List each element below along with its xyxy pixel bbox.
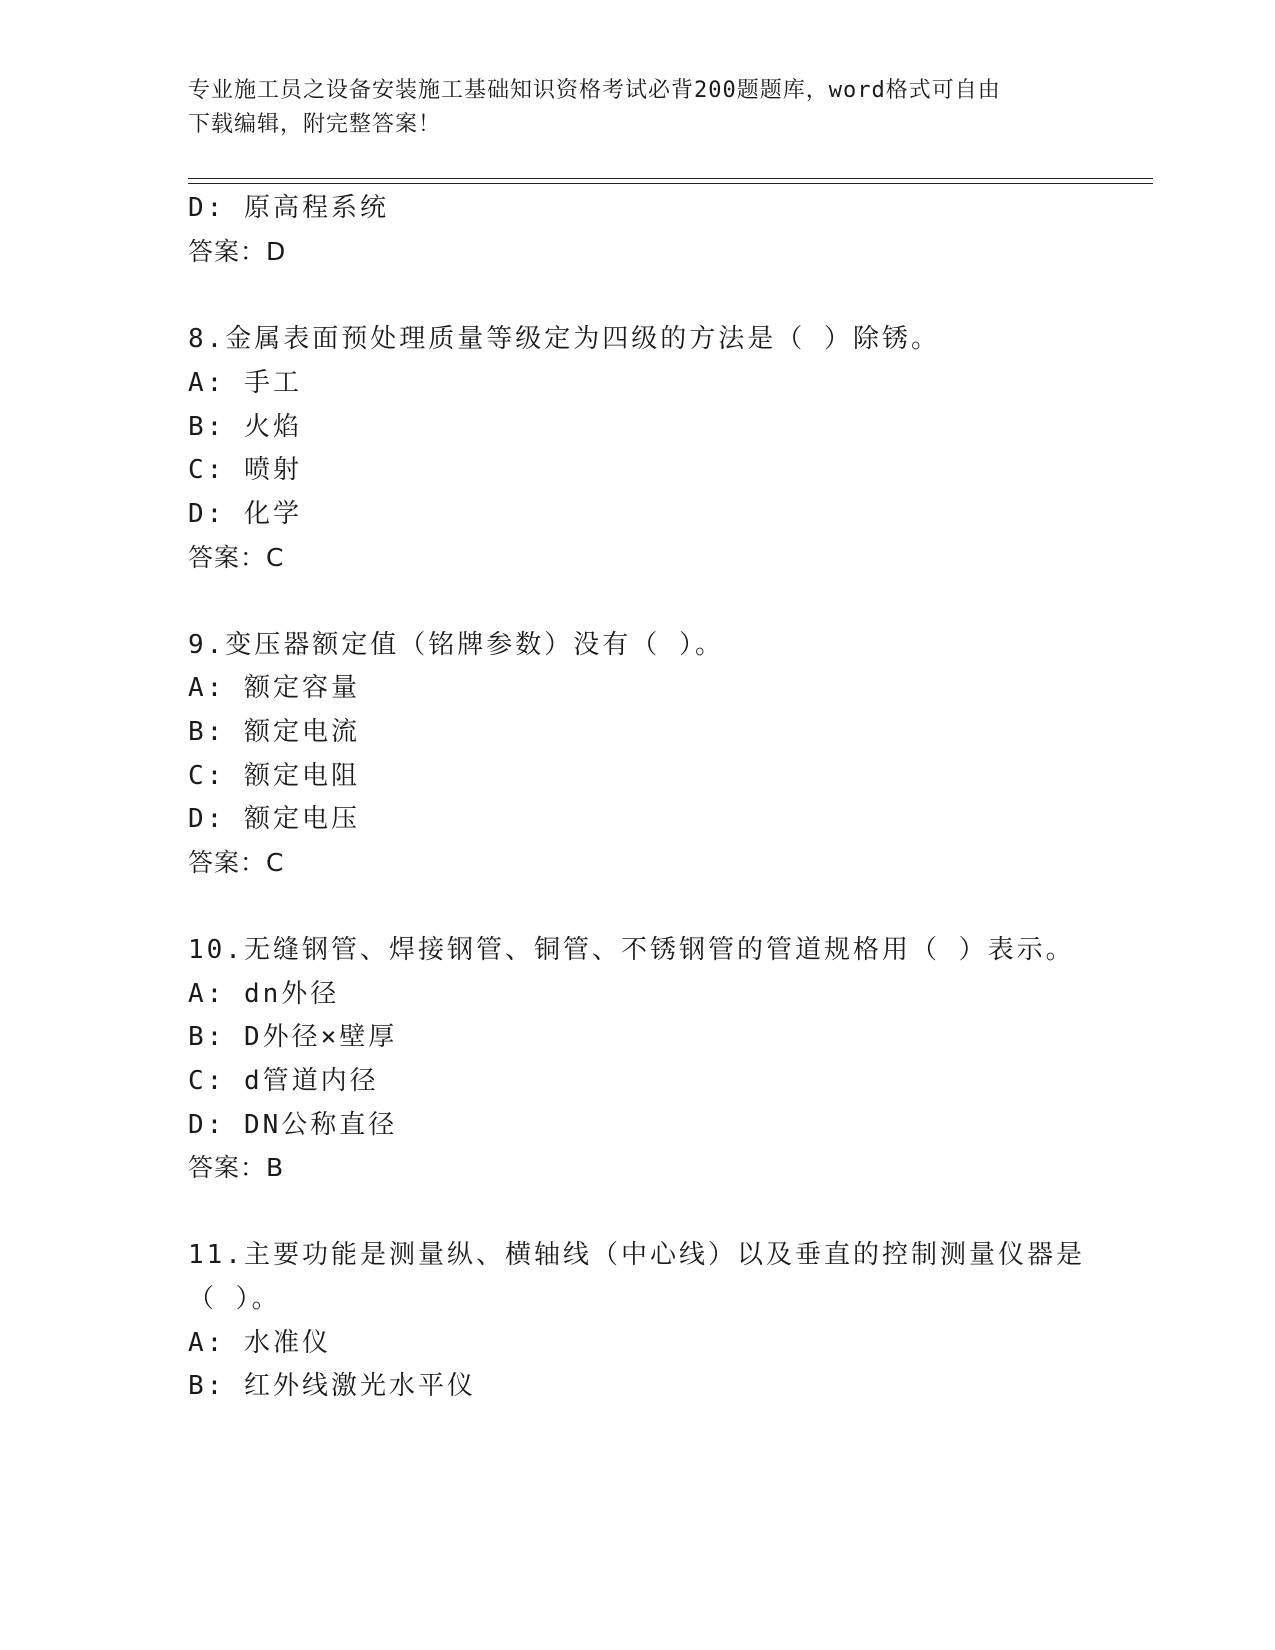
question-10-stem: 10.无缝钢管、焊接钢管、铜管、不锈钢管的管道规格用（ ）表示。: [188, 935, 1075, 965]
question-9-option-b: B: 额定电流: [188, 717, 360, 747]
question-11-stem-line-2: （ ）。: [188, 1284, 281, 1314]
question-10-option-a: A: dn外径: [188, 979, 340, 1009]
question-9-answer: 答案：C: [188, 848, 285, 877]
question-8-option-c: C: 喷射: [188, 455, 302, 485]
header-line-1: 专业施工员之设备安装施工基础知识资格考试必背200题题库，word格式可自由: [188, 78, 1001, 103]
header-divider-top: [188, 178, 1153, 179]
header-line-2: 下载编辑，附完整答案！: [188, 112, 442, 137]
question-9-option-c: C: 额定电阻: [188, 761, 360, 791]
question-8-answer: 答案：C: [188, 543, 285, 572]
document-header: [188, 74, 1068, 142]
prev-option-d: D: 原高程系统: [188, 193, 389, 223]
question-11-option-a: A: 水准仪: [188, 1328, 331, 1358]
question-10-answer: 答案：B: [188, 1153, 285, 1182]
question-9-option-d: D: 额定电压: [188, 804, 360, 834]
question-11-option-b: B: 红外线激光水平仪: [188, 1371, 476, 1401]
question-10-option-c: C: d管道内径: [188, 1066, 379, 1096]
question-8-option-d: D: 化学: [188, 499, 302, 529]
question-8-stem: 8.金属表面预处理质量等级定为四级的方法是（ ）除锈。: [188, 324, 940, 354]
question-8-option-a: A: 手工: [188, 368, 302, 398]
question-8-option-b: B: 火焰: [188, 412, 302, 442]
question-10-option-b: B: D外径×壁厚: [188, 1022, 398, 1052]
header-divider-bottom: [188, 183, 1153, 184]
prev-answer: 答案：D: [188, 237, 287, 266]
question-10-option-d: D: DN公称直径: [188, 1110, 398, 1140]
question-9-option-a: A: 额定容量: [188, 673, 360, 703]
question-9-stem: 9.变压器额定值（铭牌参数）没有（ ）。: [188, 630, 724, 660]
question-11-stem-line-1: 11.主要功能是测量纵、横轴线（中心线）以及垂直的控制测量仪器是: [188, 1240, 1085, 1270]
